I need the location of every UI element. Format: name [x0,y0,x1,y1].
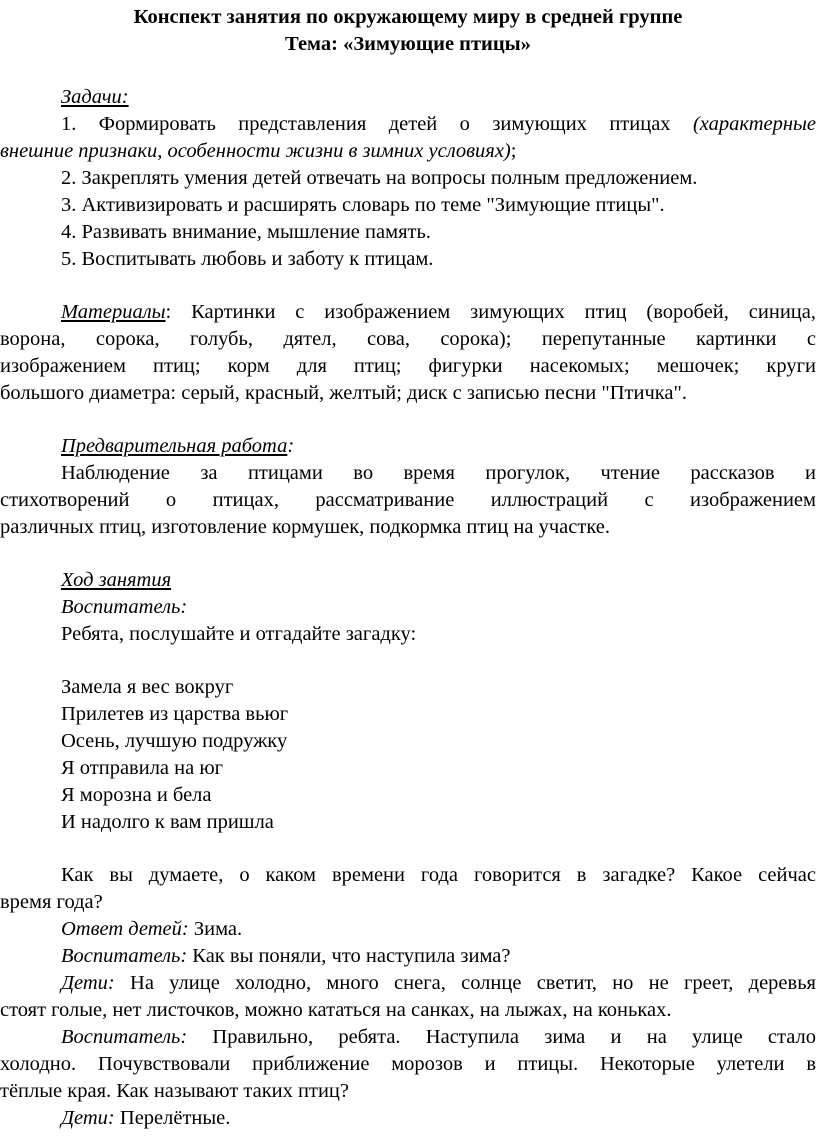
teacher-label: Воспитатель: [61,596,188,618]
question-2: Воспитатель: Как вы поняли, что наступила зима? [61,945,511,967]
answer-3: Дети: Перелётные. [61,1107,231,1129]
task-item-4: 4. Развивать внимание, мышление память. [61,221,431,243]
lesson-intro: Ребята, послушайте и отгадайте загадку: [61,623,417,645]
materials-line-4: большого диаметра: серый, красный, желтый; диск с записью песни "Птичка". [0,382,688,404]
task-item-2: 2. Закреплять умения детей отвечать на вопросы полным предложением. [61,167,698,189]
task-item-3: 3. Активизировать и расширять словарь по теме "Зимующие птицы". [61,194,665,216]
preliminary-line-1: Наблюдение за птицами во время прогулок, чтение рассказов и [61,462,816,484]
riddle-line: Я морозна и бела [61,784,212,806]
answer-1: Ответ детей: Зима. [61,918,243,940]
riddle-line: Прилетев из царства вьюг [61,703,289,725]
riddle-line: Я отправила на юг [61,757,224,779]
question-3-line-1: Воспитатель: Правильно, ребята. Наступила зима и на улице стало [61,1026,816,1048]
materials-heading: Материалы [61,301,166,323]
answer-2-line-1: Дети: На улице холодно, много снега, солнце светит, но не греет, деревья [61,972,816,994]
question-1-line-1: Как вы думаете, о каком времени года говорится в загадке? Какое сейчас [61,864,816,886]
materials-line-3: изображением птиц; корм для птиц; фигурки насекомых; мешочек; круги [0,355,816,377]
materials-line-1: Материалы: Картинки с изображением зимующих птиц (воробей, синица, [61,301,816,323]
lesson-heading: Ход занятия [61,569,172,591]
preliminary-line-3: различных птиц, изготовление кормушек, подкормка птиц на участке. [0,516,611,538]
answer-2-line-2: стоят голые, нет листочков, можно кататься на санках, на лыжах, на коньках. [0,999,672,1021]
riddle-line: И надолго к вам пришла [61,811,274,833]
task-item-5: 5. Воспитывать любовь и заботу к птицам. [61,248,434,270]
preliminary-heading: Предварительная работа: [61,435,295,457]
document-title: Конспект занятия по окружающему миру в средней группе [133,6,683,28]
riddle-line: Замела я вес вокруг [61,676,234,698]
question-1-line-2: время года? [0,891,103,913]
question-3-line-3: тёплые края. Как называют таких птиц? [0,1080,349,1102]
task-item-1-continued: внешние признаки, особенности жизни в зимних условиях); [0,140,517,162]
riddle-line: Осень, лучшую подружку [61,730,288,752]
tasks-heading: Задачи: [61,86,129,108]
materials-line-2: ворона, сорока, голубь, дятел, сова, сорока); перепутанные картинки с [0,328,816,350]
task-item-1: 1. Формировать представления детей о зимующих птицах (характерные [61,113,816,135]
topic-title: Тема: «Зимующие птицы» [285,33,531,55]
preliminary-line-2: стихотворений о птицах, рассматривание иллюстраций с изображением [0,489,816,511]
question-3-line-2: холодно. Почувствовали приближение морозов и птицы. Некоторые улетели в [0,1053,816,1075]
